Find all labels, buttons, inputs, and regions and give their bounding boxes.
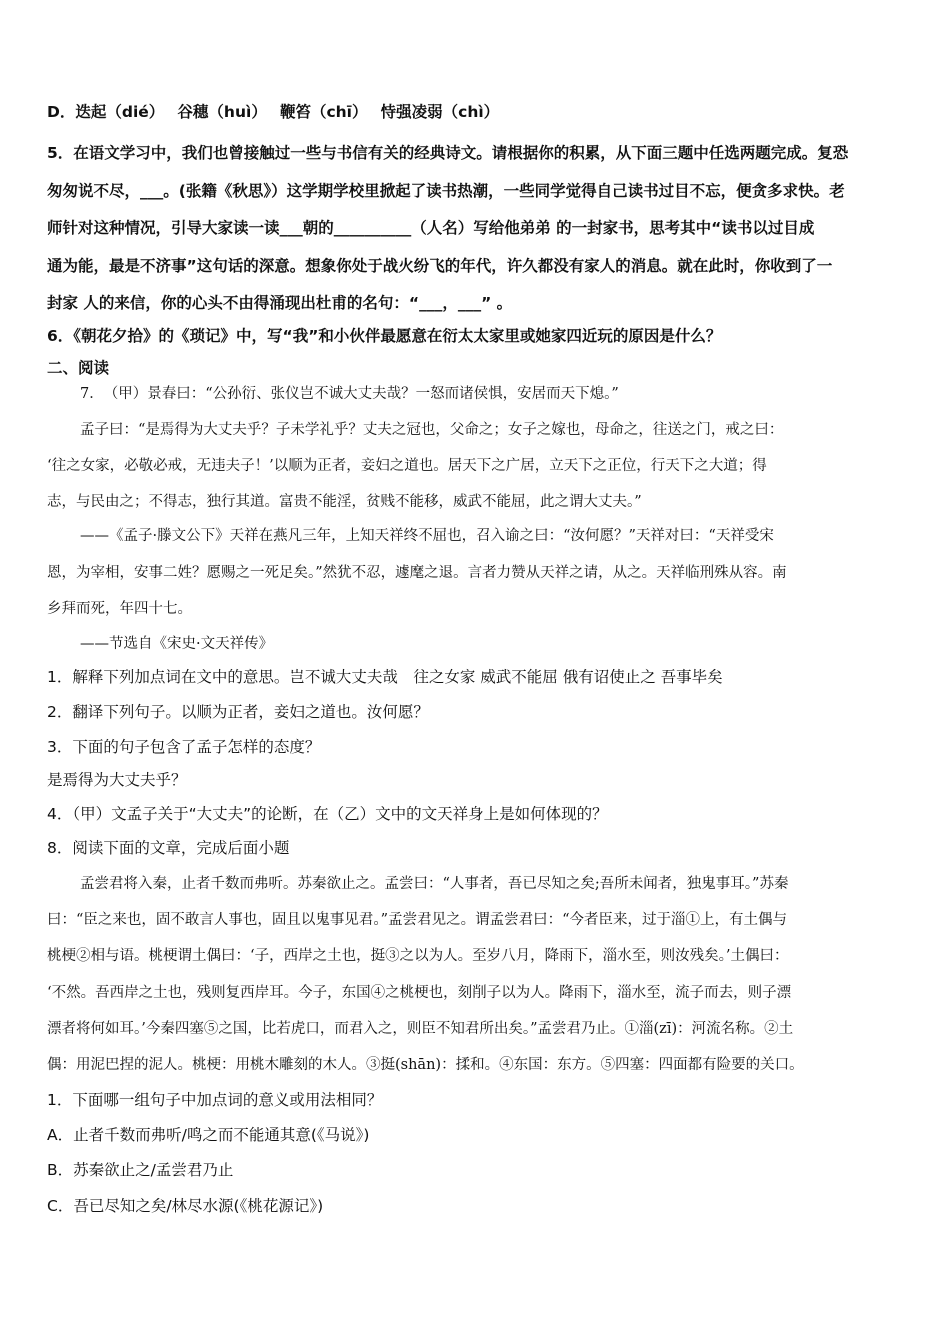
q7-subquestion-3-sentence: 是焉得为大丈夫乎？ [47,771,187,789]
question-8: 8．阅读下面的文章，完成后面小题 [47,839,290,857]
q7-subquestion-2: 2．翻译下列句子。以顺为正者，妾妇之道也。汝何愿？ [47,703,429,721]
q7-passage-line-1: 7． （甲）景春曰：“公孙衍、张仪岂不诚大丈夫哉？一怒而诸侯惧，安居而天下熄。” [80,386,619,402]
q7-passage-line-3: ‘往之女家，必敬必戒，无违夫子！’以顺为正者，妾妇之道也。居天下之广居，立天下之正位，行天下之大道；得 [47,458,767,474]
q8-passage-line-2: 曰：“臣之来也，固不敢言人事也，固且以鬼事见君。”孟尝君见之。谓孟尝君曰：“今者臣来，过于淄①上，有土偶与 [47,912,787,928]
q8-passage-line-3: 桃梗②相与语。桃梗谓土偶曰：‘子，西岸之土也，挺③之以为人。至岁八月，降雨下，淄水至，则汝残矣。’土偶曰： [47,948,789,964]
question-5-line-2: 匆匆说不尽，___。(张籍《秋思》）这学期学校里掀起了读书热潮，一些同学觉得自己读书过目不忘，便贪多求快。老 [47,182,845,200]
q8-passage-line-5: 漂者将何如耳。’今秦四塞⑤之国，比若虎口，而君入之，则臣不知君所出矣。”孟尝君乃止。①淄(zī)：河流名称。②土 [47,1021,794,1037]
q7-passage-line-6: 恩，为宰相，安事二姓？愿赐之一死足矣。”然犹不忍，遽麾之退。言者力赞从天祥之请，从之。天祥临刑殊从容。南 [47,565,787,581]
q8-option-c: C．吾已尽知之矣/林尽水源(《桃花源记》) [47,1197,324,1215]
section-heading-reading: 二、阅读 [47,359,110,377]
q7-source: ——节选自《宋史·文天祥传》 [80,636,274,652]
question-6: 6．《朝花夕拾》的《琐记》中，写“我”和小伙伴最愿意在衍太太家里或她家四近玩的原因是什么？ [47,327,722,345]
q8-subquestion-1: 1．下面哪一组句子中加点词的意义或用法相同？ [47,1091,383,1109]
q8-passage-line-6: 偶：用泥巴捏的泥人。桃梗：用桃木雕刻的木人。③挺(shān)：揉和。④东国：东方。⑤四塞：四面都有险要的关口。 [47,1057,804,1073]
question-5-line-1: 5．在语文学习中，我们也曾接触过一些与书信有关的经典诗文。请根据你的积累，从下面三题中任选两题完成。复恐 [47,144,849,162]
q8-option-b: B．苏秦欲止之/孟尝君乃止 [47,1161,234,1179]
q7-subquestion-1: 1．解释下列加点词在文中的意思。岂不诚大丈夫哉 往之女家 威武不能屈 俄有诏使止之 吾事毕矣 [47,668,723,686]
question-5-line-4: 通为能，最是不济事”这句话的深意。想象你处于战火纷飞的年代，许久都没有家人的消息。就在此时，你收到了一 [47,257,833,275]
q7-passage-line-7: 乡拜而死，年四十七。 [47,601,192,617]
q8-passage-line-4: ‘不然。吾西岸之土也，残则复西岸耳。今子，东国④之桃梗也，刻削子以为人。降雨下，淄水至，流子而去，则子漂 [47,985,792,1001]
q7-subquestion-3: 3．下面的句子包含了孟子怎样的态度？ [47,738,321,756]
q7-passage-line-5: ——《孟子·滕文公下》天祥在燕凡三年，上知天祥终不屈也，召入谕之曰：“汝何愿？”天祥对曰：“天祥受宋 [80,528,774,544]
q7-passage-line-2: 孟子曰：“是焉得为大丈夫乎？子未学礼乎？丈夫之冠也，父命之；女子之嫁也，母命之，往送之门，戒之曰： [80,422,784,438]
q7-subquestion-4: 4．（甲）文孟子关于“大丈夫”的论断，在（乙）文中的文天祥身上是如何体现的？ [47,805,608,823]
option-d: D．迭起（dié） 谷穗（huì） 鞭笞（chī） 恃强凌弱（chì） [47,103,500,121]
q8-option-a: A．止者千数而弗听/鸣之而不能通其意(《马说》) [47,1126,370,1144]
question-5-line-5: 封家 人的来信，你的心头不由得涌现出杜甫的名句：“___，___” 。 [47,294,513,312]
q7-passage-line-4: 志，与民由之；不得志，独行其道。富贵不能淫，贫贱不能移，威武不能屈，此之谓大丈夫。” [47,494,642,510]
question-5-line-3: 师针对这种情况，引导大家读一读___朝的__________（人名）写给他弟弟 的一封家书，思考其中“读书以过目成 [47,219,815,237]
q8-passage-line-1: 孟尝君将入秦，止者千数而弗听。苏秦欲止之。孟尝曰：“人事者，吾已尽知之矣;吾所未闻者，独鬼事耳。”苏秦 [80,876,789,892]
